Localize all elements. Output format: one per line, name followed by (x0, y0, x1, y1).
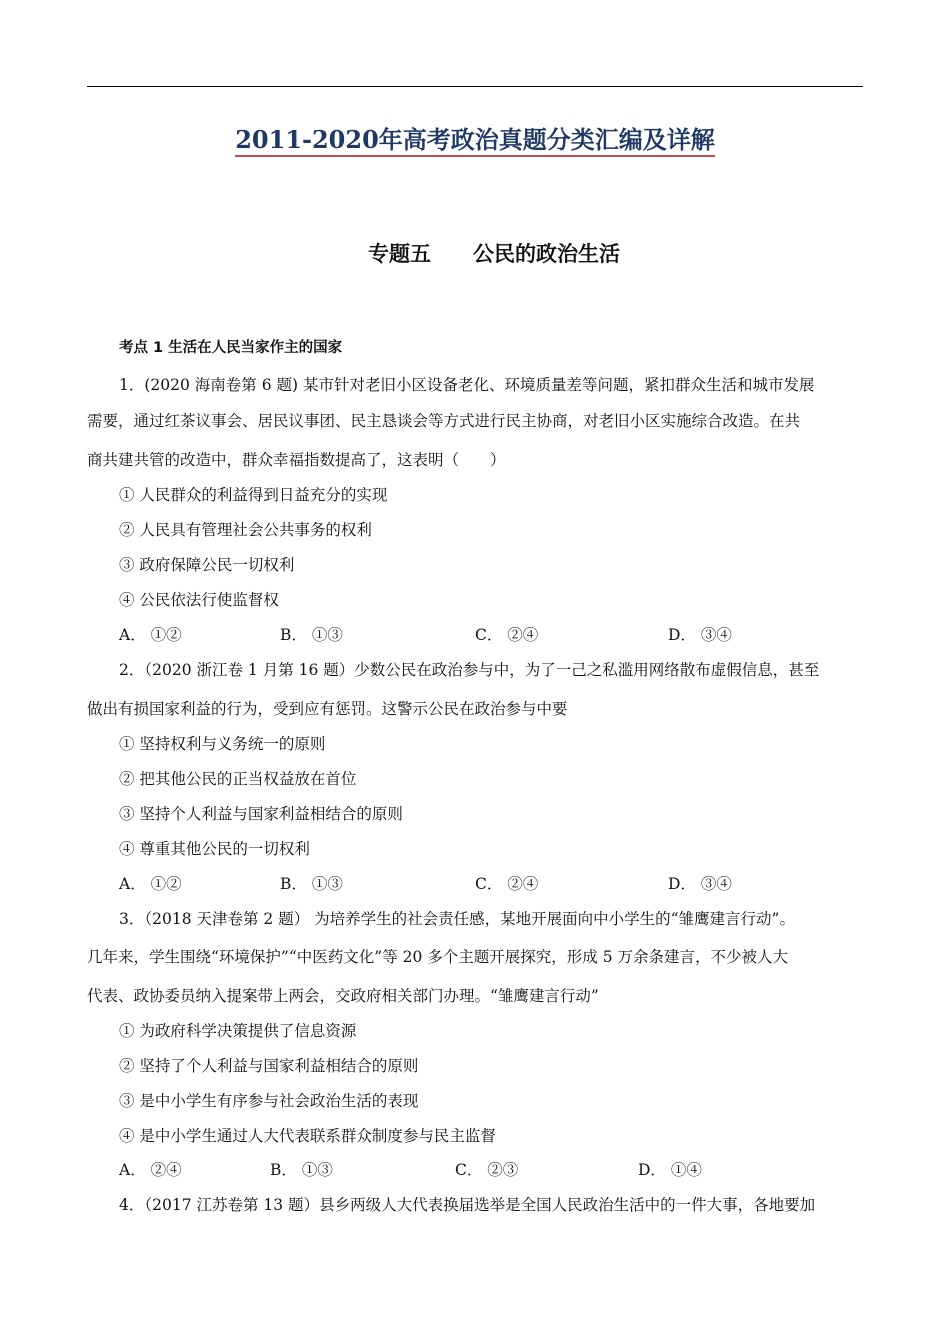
q2-choice-d: D． ③④ (668, 875, 732, 893)
q2-stem-line-1: 2．（2020 浙江卷 1 月第 16 题）少数公民在政治参与中，为了一己之私滥用网络散布虚假信息，甚至 (119, 661, 820, 679)
q3-item-4: ④ 是中小学生通过人大代表联系群众制度参与民主监督 (119, 1127, 496, 1145)
q1-item-4: ④ 公民依法行使监督权 (119, 591, 279, 609)
q1-stem-line-2: 需要，通过红茶议事会、居民议事团、民主恳谈会等方式进行民主协商，对老旧小区实施综合改造。在共 (87, 412, 801, 430)
q2-choice-a: A． ①② (119, 875, 182, 893)
q4-stem-line-1: 4．（2017 江苏卷第 13 题）县乡两级人大代表换届选举是全国人民政治生活中的一件大事，各地要加 (119, 1196, 816, 1214)
q2-item-4: ④ 尊重其他公民的一切权利 (119, 840, 310, 858)
document-title: 2011-2020年高考政治真题分类汇编及详解 (0, 124, 950, 156)
q1-item-3: ③ 政府保障公民一切权利 (119, 556, 295, 574)
q1-item-1: ① 人民群众的利益得到日益充分的实现 (119, 486, 388, 504)
q3-stem-line-1: 3．（2018 天津卷第 2 题） 为培养学生的社会责任感，某地开展面向中小学生的“雏鹰建言行动”。 (119, 910, 795, 928)
q3-item-3: ③ 是中小学生有序参与社会政治生活的表现 (119, 1092, 419, 1110)
q3-stem-line-3: 代表、政协委员纳入提案带上两会，交政府相关部门办理。“雏鹰建言行动” (87, 987, 599, 1005)
section-heading: 考点 1 生活在人民当家作主的国家 (119, 340, 343, 356)
q3-choice-a: A． ②④ (119, 1161, 182, 1179)
q3-item-2: ② 坚持了个人利益与国家利益相结合的原则 (119, 1057, 419, 1075)
q3-choice-c: C． ②③ (455, 1161, 519, 1179)
q1-stem-line-3: 商共建共管的改造中，群众幸福指数提高了，这表明（ ） (87, 451, 506, 469)
q1-choice-a: A． ①② (119, 626, 182, 644)
q2-choice-b: B． ①③ (280, 875, 343, 893)
q3-choice-b: B． ①③ (270, 1161, 333, 1179)
q2-item-1: ① 坚持权利与义务统一的原则 (119, 735, 326, 753)
q1-choice-b: B． ①③ (280, 626, 343, 644)
q2-choice-c: C． ②④ (475, 875, 539, 893)
q2-item-2: ② 把其他公民的正当权益放在首位 (119, 770, 357, 788)
q3-choice-d: D． ①④ (638, 1161, 702, 1179)
q1-item-2: ② 人民具有管理社会公共事务的权利 (119, 521, 372, 539)
header-rule (87, 86, 863, 87)
q2-stem-line-2: 做出有损国家利益的行为，受到应有惩罚。这警示公民在政治参与中要 (87, 700, 568, 718)
q3-stem-line-2: 几年来，学生围绕“环境保护”“中医药文化”等 20 多个主题开展探究，形成 5 万余条建言，不少被人大 (87, 948, 788, 966)
q1-choice-d: D． ③④ (668, 626, 732, 644)
q1-stem-line-1: 1．(2020 海南卷第 6 题) 某市针对老旧小区设备老化、环境质量差等问题，紧扣群众生活和城市发展 (119, 376, 815, 394)
q1-choice-c: C． ②④ (475, 626, 539, 644)
topic-title: 专题五 公民的政治生活 (368, 242, 620, 266)
q2-item-3: ③ 坚持个人利益与国家利益相结合的原则 (119, 805, 403, 823)
q3-item-1: ① 为政府科学决策提供了信息资源 (119, 1022, 357, 1040)
